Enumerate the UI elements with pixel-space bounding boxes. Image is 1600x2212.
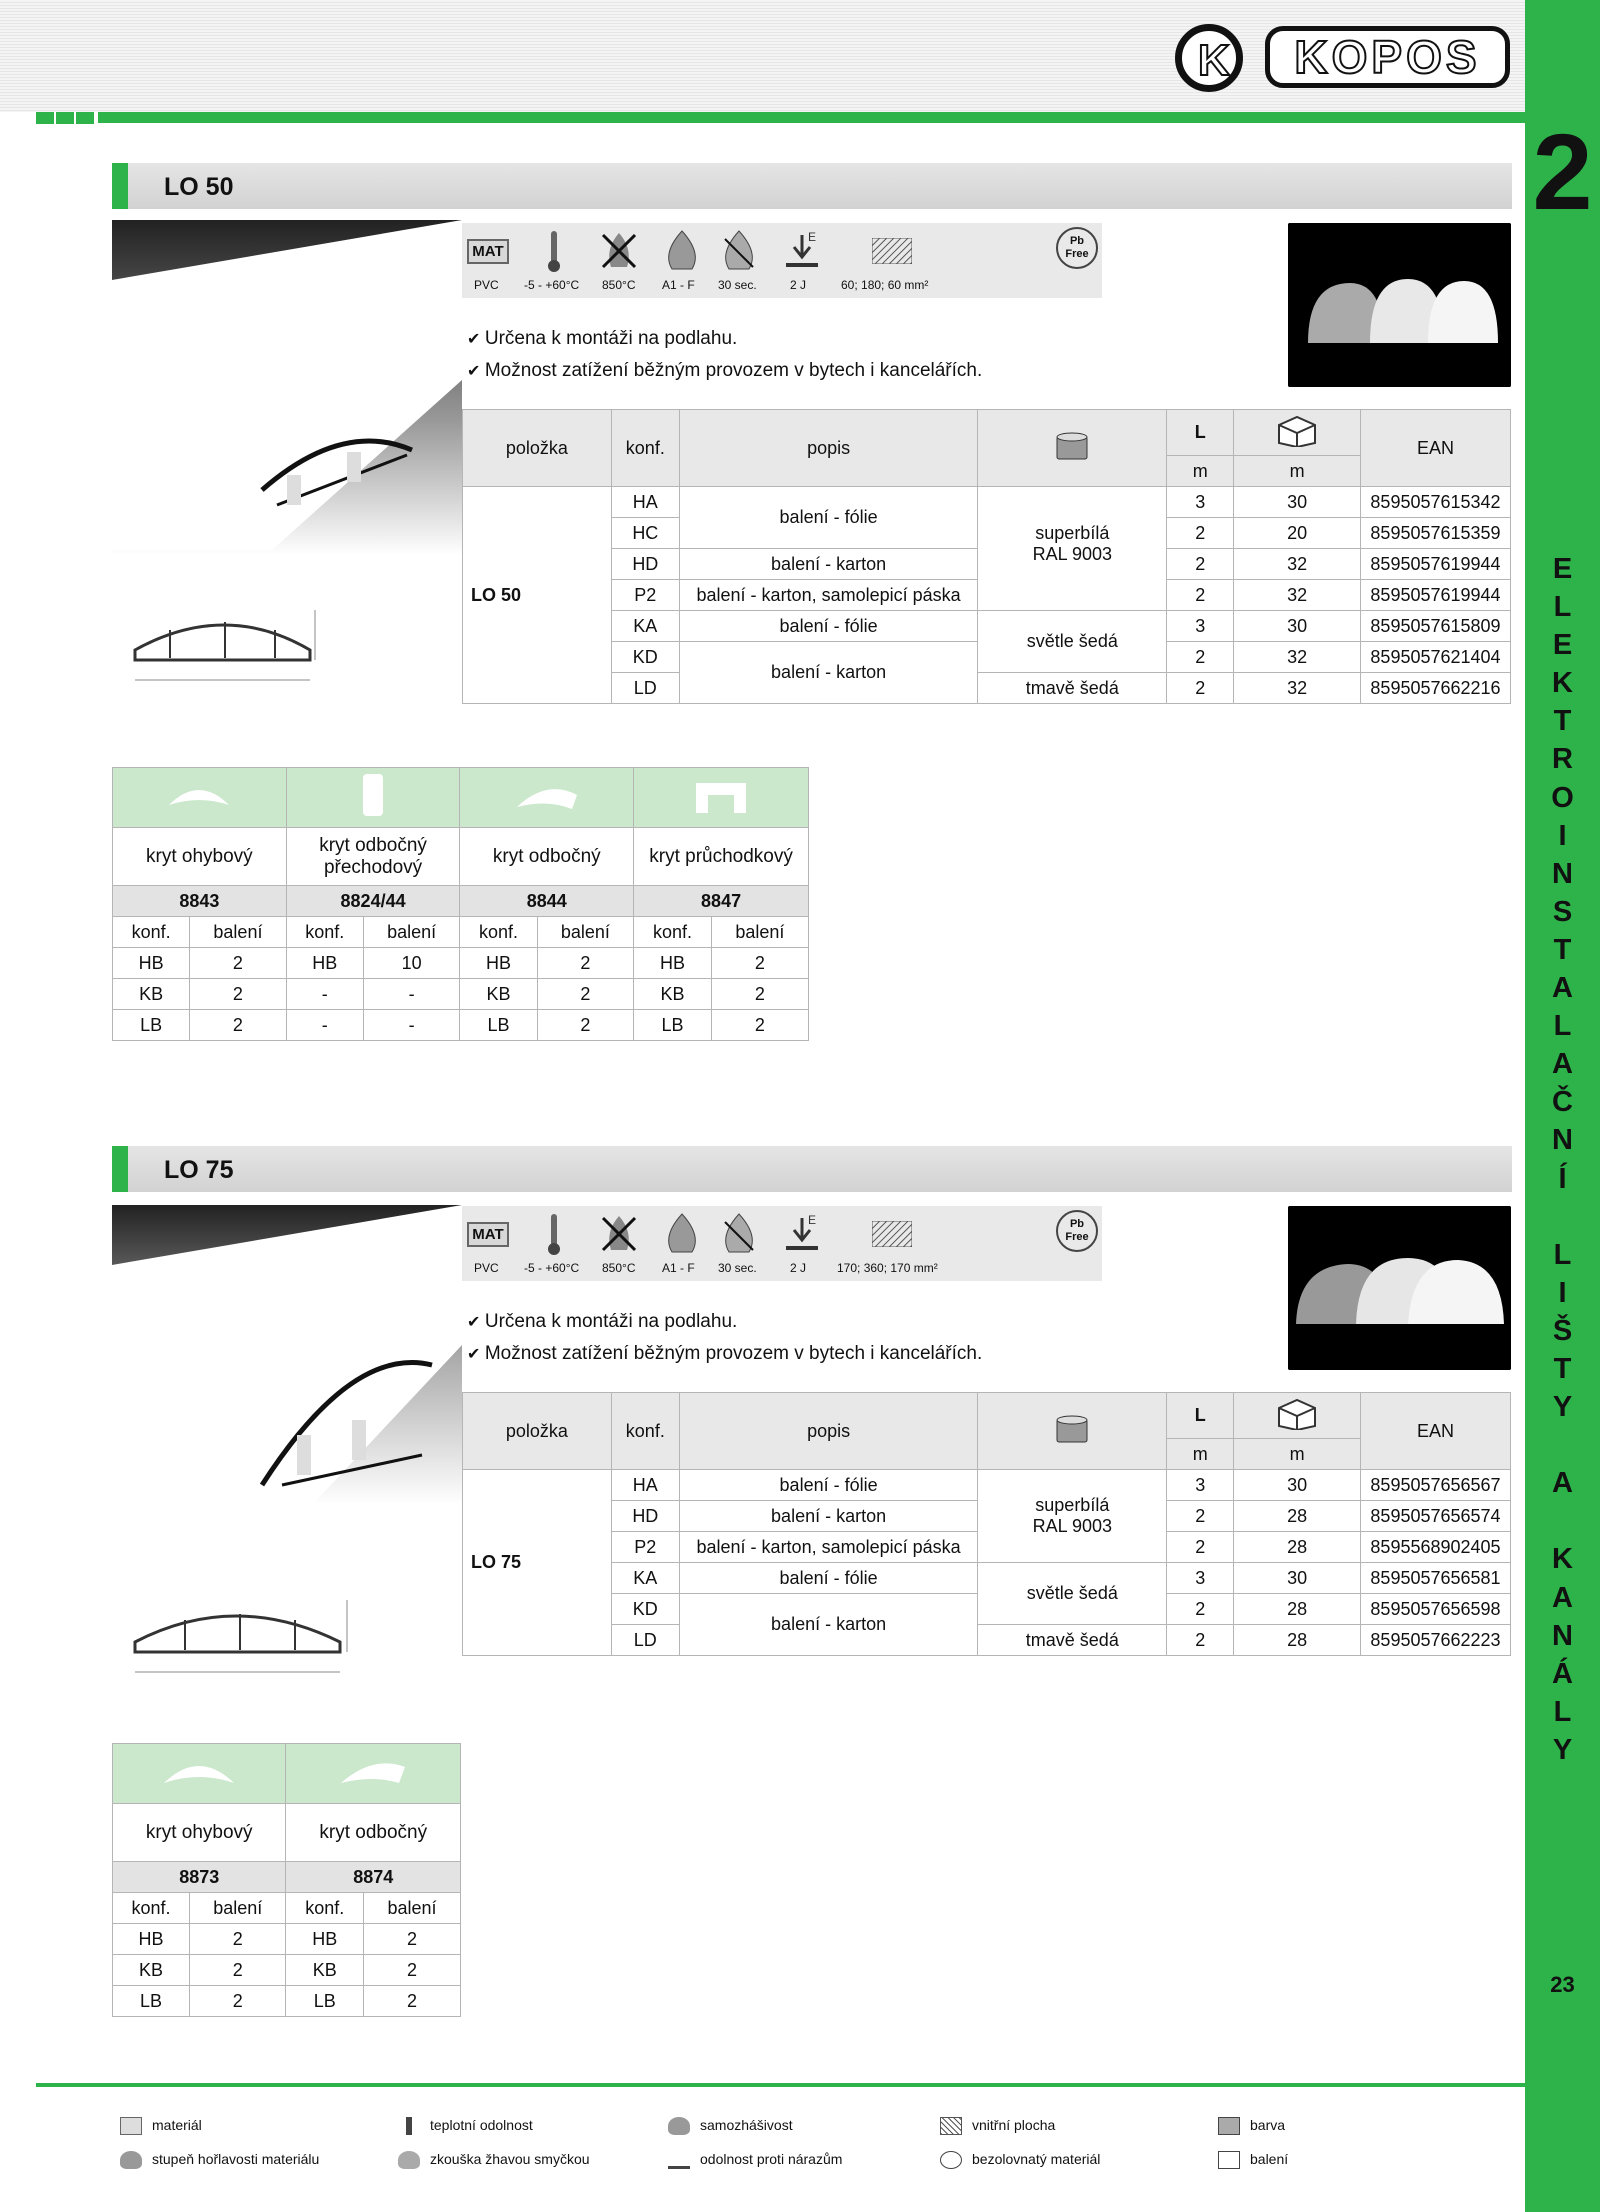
legend-label: stupeň hořlavosti materiálu [152,2151,320,2167]
cell-ean: 8595057619944 [1361,549,1511,580]
cell-conf: LD [611,1625,679,1656]
sub-header-conf: konf. [113,917,190,948]
legend-label: odolnost proti nárazům [700,2151,843,2167]
cell-conf: - [286,979,363,1010]
legend-item [120,2117,202,2135]
cell-pack: 2 [364,1924,461,1955]
col-header-length: L [1167,410,1234,456]
mat-icon-label: MAT [467,1222,508,1247]
self-extinguish-icon [597,1212,641,1256]
legend-label: zkouška žhavou smyčkou [430,2151,590,2167]
accessory-thumbnail [113,1744,286,1804]
mat-value-glow-wire: 850°C [602,278,636,292]
legend-item [398,2151,590,2169]
cell-desc: balení - fólie [679,487,978,549]
accessory-thumbnail [286,768,460,828]
feature-item: ✔ Určena k montáži na podlahu. [467,1306,982,1338]
legend-item [398,2117,533,2135]
sub-header-conf: konf. [113,1893,190,1924]
flame-icon [120,2151,142,2169]
cell-qty: 32 [1234,580,1361,611]
sidebar-letter: K [1552,667,1573,700]
cell-desc: balení - karton, samolepicí páska [679,1532,978,1563]
legend-label: materiál [152,2117,202,2133]
pb-free-icon [1054,1208,1100,1254]
accessory-name: kryt ohybový [113,828,287,886]
cell-pack: 2 [190,979,287,1010]
mat-value-flammability: A1 - F [662,1261,695,1275]
cell-length: 2 [1167,580,1234,611]
self-extinguish-icon [597,229,641,273]
thermometer-icon [532,1212,576,1256]
cell-ean: 8595057615809 [1361,611,1511,642]
feature-item: ✔ Možnost zatížení běžným provozem v bytech i kancelářích. [467,355,982,387]
cell-length: 3 [1167,1563,1234,1594]
cell-conf: KB [460,979,537,1010]
cell-conf: HA [611,487,679,518]
flame-icon [660,1212,704,1256]
accessory-thumbnail [113,768,287,828]
cell-desc: balení - karton, samolepicí páska [679,580,978,611]
cell-qty: 28 [1234,1501,1361,1532]
cell-length: 2 [1167,1532,1234,1563]
cell-desc: balení - karton [679,1594,978,1656]
paint-bucket-icon [1218,2117,1240,2135]
cell-conf: HD [611,549,679,580]
legend-label: vnitřní plocha [972,2117,1056,2133]
sidebar-letter: N [1552,1124,1573,1157]
col-header-ean: EAN [1361,1393,1511,1470]
cell-qty: 30 [1234,1563,1361,1594]
cell-length: 2 [1167,673,1234,704]
mat-value-area: 170; 360; 170 mm² [837,1261,938,1275]
cell-conf: LD [611,673,679,704]
mat-icon [120,2117,142,2135]
accessory-thumbnail [634,768,809,828]
cell-pack: 2 [190,1955,286,1986]
cell-conf: HC [611,518,679,549]
cell-conf: KB [113,979,190,1010]
cell-length: 2 [1167,1625,1234,1656]
product-image-lo50 [112,220,462,555]
sidebar-letter: A [1552,972,1573,1005]
mat-icon [466,1212,510,1256]
product-table-lo75 [462,1392,1511,1656]
accessory-code: 8824/44 [286,886,460,917]
impact-icon [780,229,824,273]
legend-label: barva [1250,2117,1286,2133]
thermometer-icon [406,2117,412,2135]
paint-bucket-icon [978,410,1167,487]
col-header-item: položka [463,410,612,487]
sidebar-letter: E [1552,553,1573,585]
cell-conf: HB [460,948,537,979]
pb-free-text: Free [1065,248,1089,260]
hatch-area-icon [940,2117,962,2135]
mat-value-flammability: A1 - F [662,278,695,292]
sidebar-letter: A [1552,1581,1573,1614]
sidebar-letter: T [1553,933,1572,966]
cell-ean: 8595057662223 [1361,1625,1511,1656]
sub-header-pack: balení [364,1893,461,1924]
legend-label: bezolovnatý materiál [972,2151,1101,2167]
sidebar-letter: Č [1552,1086,1573,1119]
cell-pack: 2 [364,1986,461,2017]
material-properties-lo50 [462,223,1102,298]
paint-bucket-icon [978,1393,1167,1470]
mat-value-impact: 2 J [790,278,807,292]
cell-conf: HB [634,948,712,979]
material-properties-lo75 [462,1206,1102,1281]
cell-qty: 28 [1234,1532,1361,1563]
cell-desc: balení - fólie [679,1470,978,1501]
sidebar-letter: N [1552,1619,1573,1652]
cell-ean: 8595057615359 [1361,518,1511,549]
cell-pack: 2 [537,979,634,1010]
sidebar-letter: E [1552,629,1573,662]
accessories-table-lo50 [112,767,809,1041]
cell-conf: LB [286,1986,364,2017]
sidebar-letter: I [1558,819,1567,852]
sidebar-letter: S [1552,895,1573,928]
pb-free-icon [1054,225,1100,271]
accessory-name: kryt odbočný [460,828,634,886]
cell-conf: HB [113,1924,190,1955]
cell-length: 3 [1167,1470,1234,1501]
col-header-length: L [1167,1393,1234,1439]
product-photo-lo75 [1288,1206,1511,1370]
sidebar-letter: Š [1552,1314,1573,1347]
sub-header-conf: konf. [634,917,712,948]
accessory-thumbnail [460,768,634,828]
cell-conf: HA [611,1470,679,1501]
cell-conf: - [286,1010,363,1041]
glow-wire-icon [717,229,761,273]
cell-ean: 8595057615342 [1361,487,1511,518]
profile-drawing-lo50 [125,600,325,690]
cell-pack: 2 [711,1010,808,1041]
legend-item [940,2117,1055,2135]
accessory-name: kryt průchodkový [634,828,809,886]
cell-pack: 10 [363,948,460,979]
chapter-number: 2 [1532,111,1593,232]
cell-conf: LB [113,1010,190,1041]
sidebar-letter [1525,1198,1600,1236]
mat-value-glow-wire: 850°C [602,1261,636,1275]
accessory-thumbnail [286,1744,461,1804]
col-header-desc: popis [679,410,978,487]
mat-value-area: 60; 180; 60 mm² [841,278,929,292]
mat-value-self-extinguish: 30 sec. [718,1261,757,1275]
chapter-title-vertical [1525,550,1600,1769]
cell-conf: KB [113,1955,190,1986]
cell-pack: 2 [190,1010,287,1041]
hatch-area-icon [870,229,914,273]
col-header-conf: konf. [611,1393,679,1470]
cell-conf: P2 [611,580,679,611]
cell-ean: 8595568902405 [1361,1532,1511,1563]
accessory-code: 8844 [460,886,634,917]
sub-header-pack: balení [711,917,808,948]
col-header-item: položka [463,1393,612,1470]
cell-desc: balení - karton [679,1501,978,1532]
cell-color: superbílá RAL 9003 [1032,1495,1113,1536]
sub-header-pack: balení [363,917,460,948]
mat-value-material: PVC [474,278,499,292]
mat-value-temperature: -5 - +60°C [524,1261,580,1275]
unit-m: m [1234,1439,1361,1470]
cell-qty: 32 [1234,642,1361,673]
legend-item [668,2151,842,2169]
cell-color: tmavě šedá [978,673,1167,704]
col-header-ean: EAN [1361,410,1511,487]
sidebar-letter: I [1558,1276,1567,1309]
glow-wire-icon [398,2151,420,2169]
cell-pack: - [363,979,460,1010]
cell-pack: 2 [711,979,808,1010]
cell-color: superbílá RAL 9003 [1032,523,1113,564]
cell-conf: HB [113,948,190,979]
mat-icon [466,229,510,273]
brand-logo [1265,26,1510,88]
cell-desc: balení - karton [679,549,978,580]
accessory-code: 8843 [113,886,287,917]
cell-pack: 2 [190,1986,286,2017]
pb-free-text: Pb [1069,1218,1085,1230]
cell-qty: 20 [1234,518,1361,549]
cell-ean: 8595057656598 [1361,1594,1511,1625]
cell-length: 2 [1167,518,1234,549]
sidebar-letter: R [1552,743,1573,776]
profile-drawing-lo75 [125,1590,355,1680]
section-title: LO 75 [164,1156,234,1184]
sidebar-letter: L [1553,1695,1572,1728]
sidebar-letter: Á [1552,1657,1573,1690]
cell-length: 2 [1167,1501,1234,1532]
mat-value-impact: 2 J [790,1261,807,1275]
feature-item: ✔ Možnost zatížení běžným provozem v bytech i kancelářích. [467,1338,982,1370]
sidebar-letter: Y [1552,1733,1573,1766]
mat-icon-label: MAT [467,239,508,264]
sub-header-conf: konf. [286,917,363,948]
cell-ean: 8595057656567 [1361,1470,1511,1501]
legend-item [1218,2151,1288,2169]
box-icon [1234,1393,1361,1439]
section-title: LO 50 [164,173,234,201]
cell-conf: KA [611,611,679,642]
col-header-conf: konf. [611,410,679,487]
section-title-lo50 [112,163,1512,209]
cell-ean: 8595057656574 [1361,1501,1511,1532]
flame-icon [660,229,704,273]
sidebar-letter: T [1553,705,1572,738]
cell-conf: HD [611,1501,679,1532]
cell-conf: KD [611,642,679,673]
legend-label: samozhášivost [700,2117,793,2133]
sidebar-letter [1525,1426,1600,1464]
hatch-area-icon [870,1212,914,1256]
cell-qty: 32 [1234,549,1361,580]
legend-item [120,2151,319,2169]
sidebar-letter: L [1553,591,1572,624]
unit-m: m [1234,456,1361,487]
sidebar-letter: K [1552,1543,1573,1576]
cell-qty: 32 [1234,673,1361,704]
cell-pack: 2 [537,948,634,979]
box-icon [1234,410,1361,456]
cell-length: 3 [1167,487,1234,518]
cell-conf: LB [113,1986,190,2017]
accessory-code: 8874 [286,1862,461,1893]
cell-qty: 30 [1234,611,1361,642]
cell-length: 2 [1167,1594,1234,1625]
cell-conf: KD [611,1594,679,1625]
sub-header-pack: balení [190,917,287,948]
col-header-desc: popis [679,1393,978,1470]
accessory-name: kryt odbočný [286,1804,461,1862]
sidebar-letter: Í [1558,1162,1567,1195]
logo-k-glyph: K [1198,36,1230,85]
section-title-lo75 [112,1146,1512,1192]
sidebar-letter: A [1552,1048,1573,1081]
product-image-lo75 [112,1205,462,1505]
legend-item [940,2151,1100,2169]
cell-qty: 30 [1234,1470,1361,1501]
impact-mark: E [808,230,817,244]
sidebar-letter [1525,1502,1600,1540]
pb-free-text: Free [1065,1231,1089,1243]
mat-value-self-extinguish: 30 sec. [718,278,757,292]
cell-qty: 28 [1234,1625,1361,1656]
cell-length: 3 [1167,611,1234,642]
cell-conf: KB [634,979,712,1010]
pb-free-icon [940,2151,962,2169]
legend-item [668,2117,793,2135]
sidebar-letter: Y [1552,1391,1573,1424]
cell-color: tmavě šedá [978,1625,1167,1656]
page-number: 23 [1550,1972,1575,1997]
cell-conf: LB [634,1010,712,1041]
cell-desc: balení - karton [679,642,978,704]
accessories-table-lo75 [112,1743,461,2017]
cell-conf: LB [460,1010,537,1041]
impact-icon [668,2151,690,2169]
header-green-bar [98,112,1525,123]
cell-conf: HB [286,1924,364,1955]
cell-conf: KB [286,1955,364,1986]
features-lo50 [467,323,982,387]
accessory-name: kryt odbočný přechodový [319,834,427,878]
unit-m: m [1167,1439,1234,1470]
cell-pack: 2 [190,948,287,979]
feature-item: ✔ Určena k montáži na podlahu. [467,323,982,355]
cell-pack: - [363,1010,460,1041]
header-square [36,112,54,124]
cell-ean: 8595057619944 [1361,580,1511,611]
sidebar-letter: A [1552,1467,1573,1500]
sub-header-conf: konf. [460,917,537,948]
cell-pack: 2 [190,1924,286,1955]
accessory-name: kryt ohybový [113,1804,286,1862]
cell-pack: 2 [364,1955,461,1986]
cell-conf: KA [611,1563,679,1594]
impact-icon [780,1212,824,1256]
sidebar-letter: T [1553,1352,1572,1385]
item-name: LO 75 [463,1470,612,1656]
sub-header-pack: balení [537,917,634,948]
cell-length: 2 [1167,642,1234,673]
cell-ean: 8595057621404 [1361,642,1511,673]
cell-pack: 2 [537,1010,634,1041]
sidebar-letter: O [1551,781,1574,814]
cell-conf: HB [286,948,363,979]
legend-label: balení [1250,2151,1289,2167]
product-table-lo50 [462,409,1511,704]
thermometer-icon [532,229,576,273]
cell-conf: P2 [611,1532,679,1563]
footer-line [36,2083,1526,2087]
sidebar-letter: L [1553,1010,1572,1043]
legend-label: teplotní odolnost [430,2117,533,2133]
product-photo-lo50 [1288,223,1511,387]
accessory-code: 8847 [634,886,809,917]
cell-color: světle šedá [978,611,1167,673]
cell-color: světle šedá [978,1563,1167,1625]
cell-qty: 28 [1234,1594,1361,1625]
cell-qty: 30 [1234,487,1361,518]
sidebar-letter: L [1553,1238,1572,1271]
cell-pack: 2 [711,948,808,979]
box-icon [1218,2151,1240,2169]
impact-mark: E [808,1213,817,1227]
sub-header-conf: konf. [286,1893,364,1924]
mat-value-material: PVC [474,1261,499,1275]
cell-ean: 8595057662216 [1361,673,1511,704]
cell-ean: 8595057656581 [1361,1563,1511,1594]
header-square [56,112,74,124]
sub-header-pack: balení [190,1893,286,1924]
sidebar-letter: N [1552,857,1573,890]
cell-desc: balení - fólie [679,1563,978,1594]
self-extinguish-icon [668,2117,690,2135]
header-square [76,112,94,124]
features-lo75 [467,1306,982,1370]
legend-item [1218,2117,1285,2135]
pb-free-text: Pb [1069,235,1085,247]
cell-length: 2 [1167,549,1234,580]
mat-value-temperature: -5 - +60°C [524,278,580,292]
item-name: LO 50 [463,487,612,704]
brand-name: KOPOS [1294,31,1481,83]
unit-m: m [1167,456,1234,487]
cell-desc: balení - fólie [679,611,978,642]
glow-wire-icon [717,1212,761,1256]
accessory-code: 8873 [113,1862,286,1893]
